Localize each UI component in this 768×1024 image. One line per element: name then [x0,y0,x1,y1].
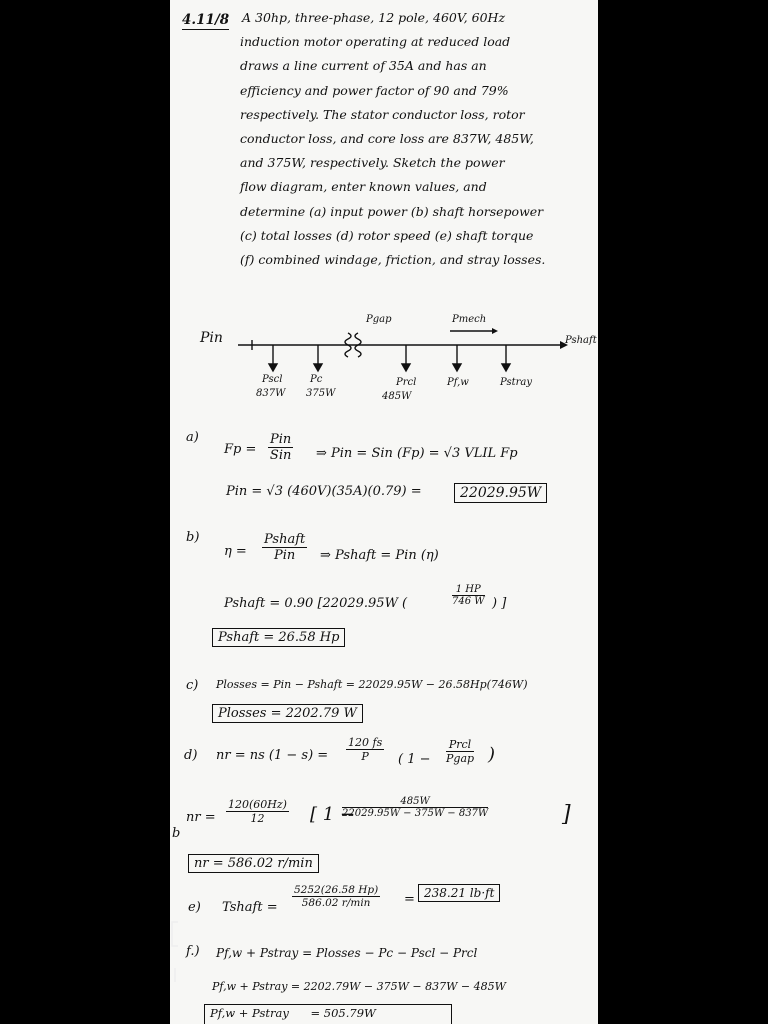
part-f-label: f.) [186,944,200,959]
part-d-fraction-slip: Prcl Pgap [446,738,475,765]
problem-line: respectively. The stator conductor loss, rotor [240,106,525,122]
part-a-answer: 22029.95W [454,483,547,503]
part-b-hp-fraction: $\frac{1 HP}{746 W}$ [452,584,485,607]
part-d-fraction-ns: $\frac{120 fs}{P}$ [348,736,383,763]
part-d-mid: ( 1 − [398,752,431,767]
part-b-fraction: Pshaft Pin [264,532,306,563]
notebook-page [170,0,598,1024]
label-pgap: Pgap [366,314,392,325]
part-a-fraction: Pin Sin [269,432,292,463]
part-b-rhs: ⇒ Pshaft = Pin (η) [320,548,439,563]
margin-mark: b [172,826,181,841]
part-b-calc: Pshaft = 0.90 [22029.95W ( [224,596,408,611]
part-f-equation: Pf,w + Pstray = Plosses − Pc − Pscl − Prcl [216,946,478,960]
part-e-fraction: 5252(26.58 Hp) 586.02 r/min [294,884,379,909]
part-e-equals: = [404,892,415,907]
part-c-label: c) [186,678,199,693]
part-d-fraction-sync: $\frac{120(60Hz)}{12}$ [228,798,287,825]
part-a-calc: Pin = √3 (460V)(35A)(0.79) = [226,484,422,499]
label-pmech: Pmech [452,314,487,325]
label-prcl-value: 485W [382,391,412,402]
label-pc-value: 375W [306,388,336,399]
problem-line: flow diagram, enter known values, and [240,179,487,195]
part-e-answer: 238.21 lb·ft [418,884,500,902]
part-d-bracket-close: ] [562,802,571,827]
pmech-arrowhead [492,328,498,334]
part-f-answer: Pf,w + Pstray = 505.79W [204,1004,452,1024]
part-f-substitution: Pf,w + Pstray = 2202.79W − 375W − 837W − 485W [212,980,506,993]
problem-number: 4.11/8 [182,12,230,28]
problem-line: draws a line current of 35A and has an [240,58,487,74]
label-pstray: Pstray [500,377,533,388]
part-d-close: ) [488,744,496,765]
part-d-answer: nr = 586.02 r/min [188,854,319,873]
problem-line: determine (a) input power (b) shaft horsepower [240,203,544,219]
part-a-rhs: ⇒ Pin = Sin (Fp) = √3 VLIL Fp [316,446,518,461]
label-pshaft: Pshaft [565,335,597,346]
part-b-eta: η = [224,544,247,559]
part-d-bracket: [ 1 − [310,804,355,825]
part-d-equation: nr = ns (1 − s) = [216,748,329,763]
part-d-fraction-prcl: $\frac{485W}{22029.95W - 375W - 837W}$ [342,796,489,819]
part-d-label: d) [184,748,198,763]
label-pscl-value: 837W [256,388,286,399]
label-pscl: Pscl [262,374,283,385]
part-c-answer: Plosses = 2202.79 W [212,704,363,723]
problem-line: (f) combined windage, friction, and stray losses. [240,252,546,267]
part-c-equation: Plosses = Pin − Pshaft = 22029.95W − 26.58Hp(746W) [216,678,528,691]
label-prcl: Prcl [396,377,417,388]
problem-line: (c) total losses (d) rotor speed (e) shaft torque [240,227,534,243]
part-d-nr: nr = [186,810,216,825]
part-e-label: e) [188,900,201,915]
problem-line: efficiency and power factor of 90 and 79% [240,82,509,98]
label-pin: Pin [200,330,223,346]
part-b-calc-end: ) ] [492,596,507,611]
label-pfw: Pf,w [447,377,469,388]
problem-line: conductor loss, and core loss are 837W, 485W, [240,131,534,146]
problem-line: and 375W, respectively. Sketch the power [240,155,505,171]
problem-line: A 30hp, three-phase, 12 pole, 460V, 60Hz [242,10,506,25]
part-a-label: a) [186,430,199,445]
part-b-label: b) [186,530,200,545]
power-flow-diagram [170,0,598,420]
loss-branches [269,345,510,371]
problem-line: induction motor operating at reduced load [240,34,511,50]
part-b-answer: Pshaft = 26.58 Hp [212,628,345,647]
part-e-tshaft: Tshaft = [222,900,278,915]
label-pc: Pc [310,374,323,385]
part-a-fp: Fp = [224,442,257,457]
